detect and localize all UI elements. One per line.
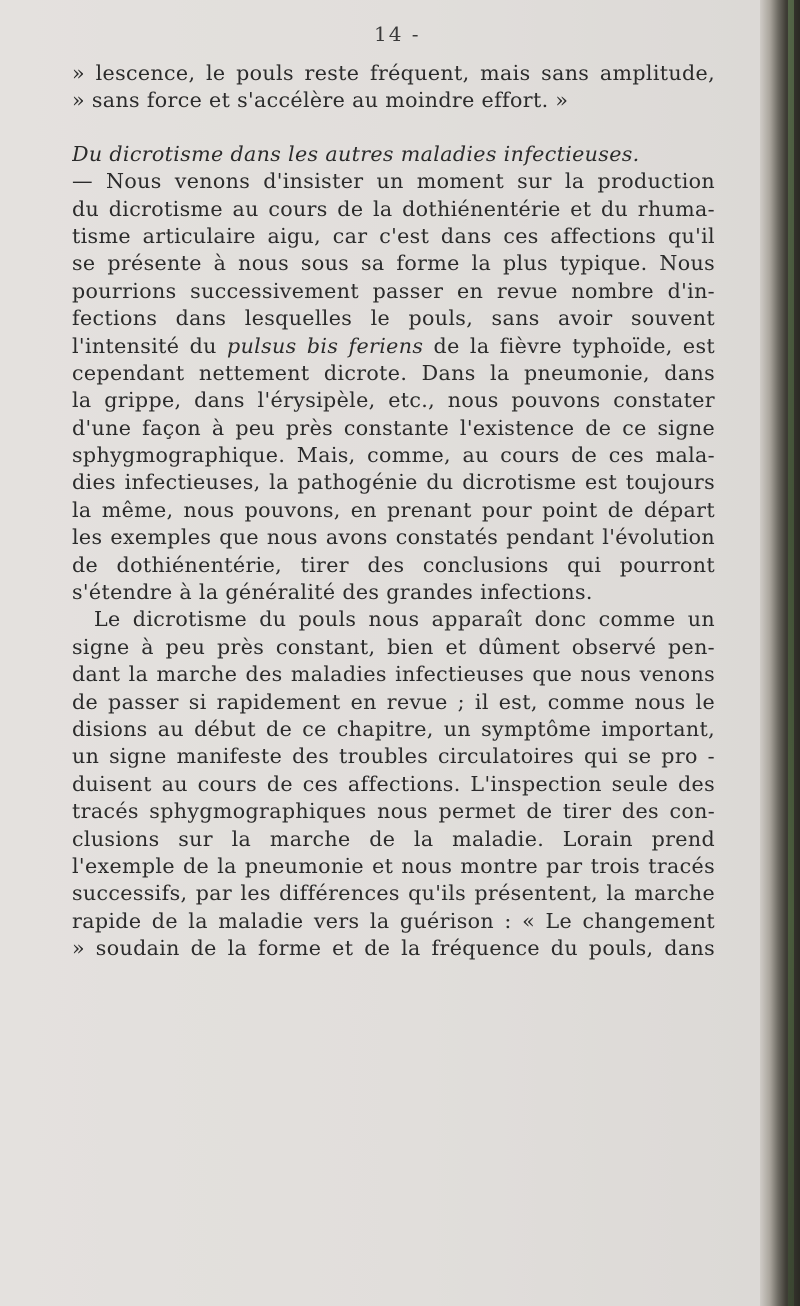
text-line: du dicrotisme au cours de la dothiénentérie et du rhuma-: [72, 196, 715, 221]
text-line: tisme articulaire aigu, car c'est dans ces affections qu'il: [72, 223, 715, 248]
text-line: pourrions successivement passer en revue nombre d'in-: [72, 278, 715, 303]
text-line: clusions sur la marche de la maladie. Lorain prend: [72, 826, 715, 851]
text-line: de dothiénentérie, tirer des conclusions qui pourront: [72, 552, 715, 577]
body-text: [72, 60, 715, 963]
text-line: dies infectieuses, la pathogénie du dicrotisme est toujours: [72, 470, 715, 495]
text-line: la même, nous pouvons, en prenant pour point de départ: [72, 497, 715, 522]
text-line: — Nous venons d'insister un moment sur la production: [72, 169, 715, 194]
latin-term: pulsus bis feriens: [227, 333, 424, 358]
text-line: d'une façon à peu près constante l'existence de ce signe: [72, 415, 715, 440]
text-segment: l'intensité du: [72, 333, 228, 358]
text-line: sphygmographique. Mais, comme, au cours de ces mala-: [72, 443, 715, 468]
text-line: duisent au cours de ces affections. L'inspection seule des: [72, 771, 715, 796]
text-line: un signe manifeste des troubles circulatoires qui se pro -: [72, 744, 715, 769]
text-line: successifs, par les différences qu'ils présentent, la marche: [72, 881, 715, 906]
section-heading-text: Du dicrotisme dans les autres maladies infectieuses.: [72, 141, 640, 166]
text-line: de passer si rapidement en revue ; il est, comme nous le: [72, 689, 715, 714]
text-line: les exemples que nous avons constatés pendant l'évolution: [72, 525, 715, 550]
text-line: l'exemple de la pneumonie et nous montre par trois tracés: [72, 853, 715, 878]
text-line: » lescence, le pouls reste fréquent, mais sans amplitude,: [72, 61, 715, 85]
text-line: signe à peu près constant, bien et dûment observé pen-: [72, 634, 715, 659]
text-line: s'étendre à la généralité des grandes infections.: [72, 580, 593, 605]
text-line: rapide de la maladie vers la guérison : « Le changement: [72, 908, 715, 933]
page-edge-shadow: [760, 0, 800, 1306]
text-segment: de la fièvre typhoïde, est: [423, 333, 715, 358]
text-line-with-italic: [72, 333, 715, 360]
text-line: la grippe, dans l'érysipèle, etc., nous pouvons constater: [72, 388, 715, 413]
text-line: Le dicrotisme du pouls nous apparaît donc comme un: [94, 607, 715, 632]
text-line: tracés sphygmographiques nous permet de tirer des con-: [72, 799, 715, 824]
text-line: se présente à nous sous sa forme la plus typique. Nous: [72, 251, 715, 276]
binding-strip: [788, 0, 794, 1306]
text-line: » sans force et s'accélère au moindre effort. »: [72, 88, 569, 113]
page-number: 14 -: [374, 22, 421, 46]
text-line: cependant nettement dicrote. Dans la pneumonie, dans: [72, 360, 715, 385]
text-line: disions au début de ce chapitre, un symptôme important,: [72, 716, 715, 741]
paragraph-gap: [72, 115, 715, 141]
text-line: fections dans lesquelles le pouls, sans avoir souvent: [72, 306, 715, 331]
text-line: dant la marche des maladies infectieuses que nous venons: [72, 662, 715, 687]
text-line: » soudain de la forme et de la fréquence du pouls, dans: [72, 936, 715, 961]
section-heading: [72, 141, 715, 168]
